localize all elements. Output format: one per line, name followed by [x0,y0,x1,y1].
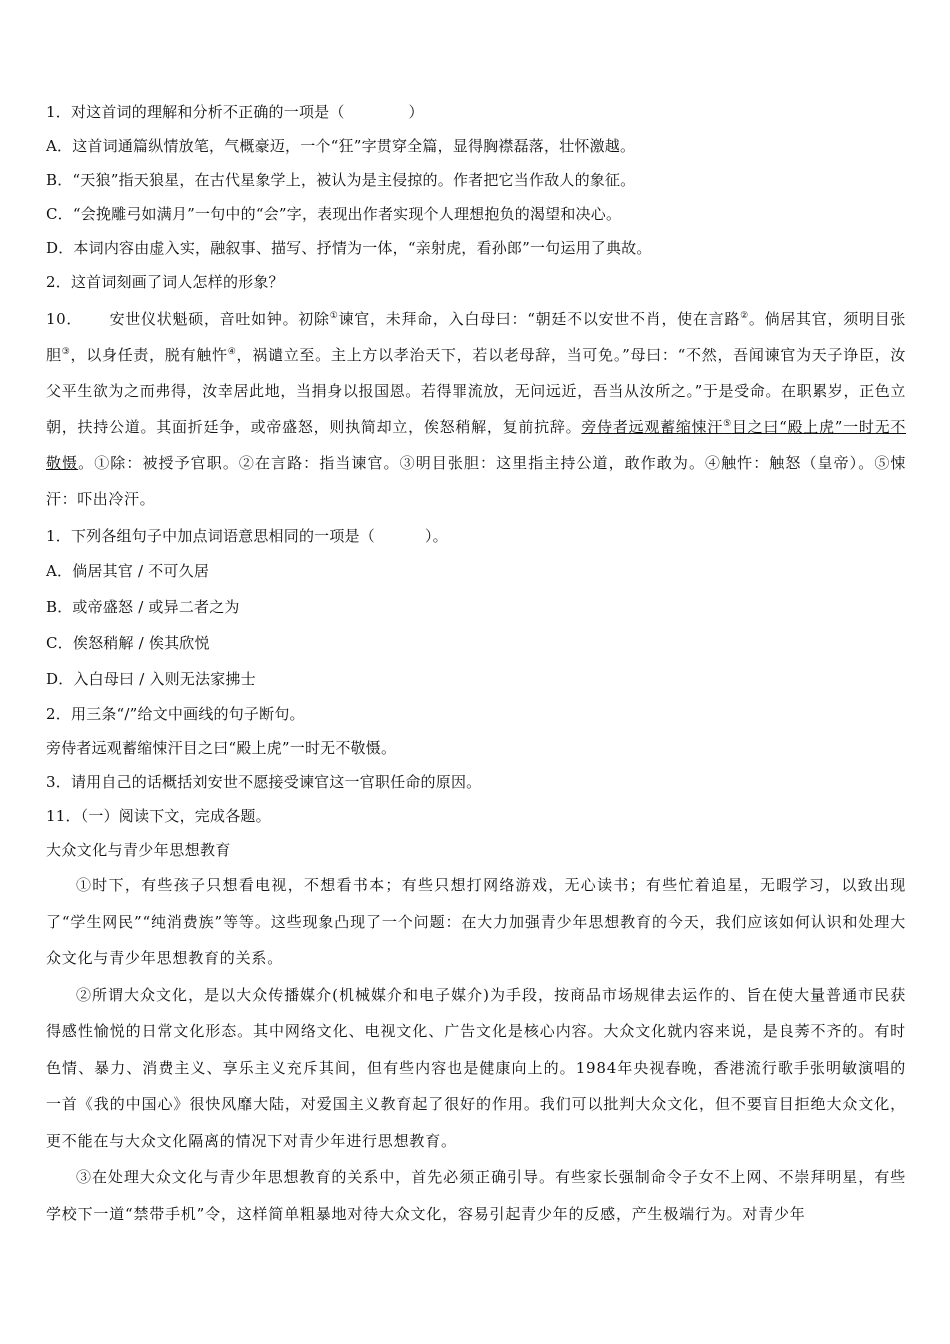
option-a: A．这首词通篇纵情放笔，气概豪迈，一个“狂”字贯穿全篇，显得胸襟磊落，壮怀激越。 [46,137,636,155]
question-10-3: 3．请用自己的话概括刘安世不愿接受谏官这一官职任命的原因。 [46,773,482,791]
underlined-sentence: 旁侍者远观蓄缩悚汗⑤目之曰“殿上虎”一时无不敬慑 [46,418,907,472]
question-10-2-sentence: 旁侍者远观蓄缩悚汗目之曰“殿上虎”一时无不敬慑。 [46,739,397,757]
option-c: C．“会挽雕弓如满月”一句中的“会”字，表现出作者实现个人理想抱负的渴望和决心。 [46,205,622,223]
article-paragraph-3: ③在处理大众文化与青少年思想教育的关系中，首先必须正确引导。有些家长强制命令子女不上网、不崇拜明星，有些学校下一道“禁带手机”令，这样简单粗暴地对待大众文化，容易引起青少年的反感，产生极端行为。对青少年 [46,1168,906,1223]
question-10-2: 2．用三条“/”给文中画线的句子断句。 [46,705,305,723]
annotations: ①除：被授予官职。②在言路：指当谏官。③明目张胆：这里指主持公道，敢作敢为。④触忤：触怒（皇帝）。⑤悚汗：吓出冷汗。 [46,454,906,508]
option-d: D．本词内容由虚入实，融叙事、描写、抒情为一体，“亲射虎，看孙郎”一句运用了典故。 [46,239,652,257]
question-9-2: 2．这首词刻画了词人怎样的形象？ [46,273,284,291]
option-b: B．或帝盛怒 / 或异二者之为 [46,598,240,616]
article-title: 大众文化与青少年思想教育 [46,841,231,859]
option-b: B．“天狼”指天狼星，在古代星象学上，被认为是主侵掠的。作者把它当作敌人的象征。 [46,171,636,189]
passage-10: 10． 安世仪状魁硕，音吐如钟。初除①谏官，未拜命，入白母曰：“朝廷不以安世不肖，使在言路②。倘居其官，须明目张胆③，以身任责，脱有触忤④，祸谴立至。主上方以孝治天下，若以老母辞，当可免。”母曰：“不然，吾闻谏官为天子诤臣，汝父平生欲为之而弗得，汝幸居此地，当捐身以报国恩。若得罪流放，无问远近，吾当从汝所之。”于是受命。在职累岁，正色立朝，扶持公道。其面折廷争，或帝盛怒，则执简却立，俟怒稍解，复前抗辞。旁侍者远观蓄缩悚汗⑤目之曰“殿上虎”一时无不敬慑。①除：被授予官职。②在言路：指当谏官。③明目张胆：这里指主持公道，敢作敢为。④触忤：触怒（皇帝）。⑤悚汗：吓出冷汗。 [46,310,907,508]
option-d: D．入白母曰 / 入则无法家拂士 [46,670,256,688]
question-11-heading: 11．（一）阅读下文，完成各题。 [46,807,271,825]
question-10-1: 1．下列各组句子中加点词语意思相同的一项是（ ）。 [46,527,448,545]
option-c: C．俟怒稍解 / 俟其欣悦 [46,634,210,652]
document-page [46,95,906,1232]
option-a: A．倘居其官 / 不可久居 [46,562,210,580]
question-9-1: 1．对这首词的理解和分析不正确的一项是（ ） [46,103,424,121]
article-paragraph-2: ②所谓大众文化，是以大众传播媒介(机械媒介和电子媒介)为手段，按商品市场规律去运作的、旨在使大量普通市民获得感性愉悦的日常文化形态。其中网络文化、电视文化、广告文化是核心内容。大众文化就内容来说，是良莠不齐的。有时色情、暴力、消费主义、享乐主义充斥其间，但有些内容也是健康向上的。1984年央视春晚，香港流行歌手张明敏演唱的一首《我的中国心》很快风靡大陆，对爱国主义教育起了很好的作用。我们可以批判大众文化，但不要盲目拒绝大众文化，更不能在与大众文化隔离的情况下对青少年进行思想教育。 [46,985,906,1150]
article-paragraph-1: ①时下，有些孩子只想看电视，不想看书本；有些只想打网络游戏，无心读书；有些忙着追星，无暇学习，以致出现了“学生网民”“纯消费族”等等。这些现象凸现了一个问题：在大力加强青少年思想教育的今天，我们应该如何认识和处理大众文化与青少年思想教育的关系。 [46,876,906,967]
